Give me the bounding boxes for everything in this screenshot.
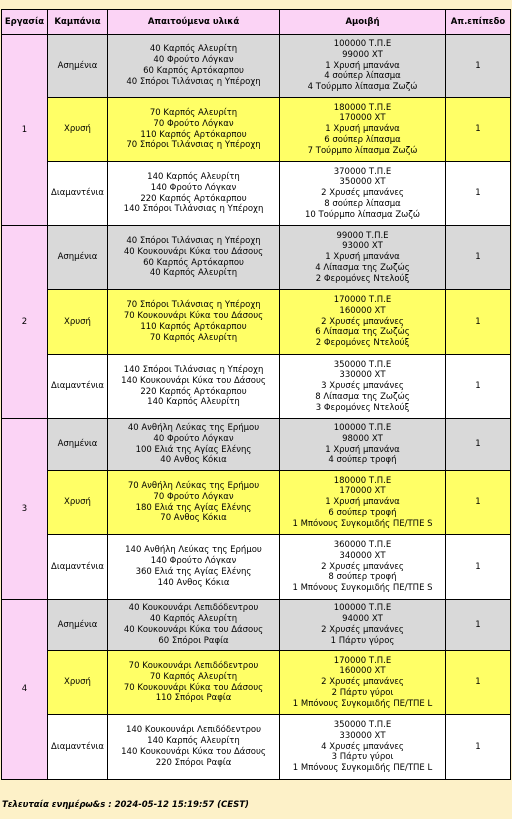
table-row xyxy=(2,419,511,471)
materials-line: 140 Κουκουνάρι Κύκα του Δάσους xyxy=(121,747,266,757)
reward-line: 6 σούπερ τροφή xyxy=(328,507,397,518)
materials-line: 140 Κουκουνάρι Κύκα του Δάσους xyxy=(121,375,266,386)
materials-line: 220 Καρπός Αρτόκαρπου xyxy=(140,386,247,397)
materials-line: 60 Καρπός Αρτόκαρπου xyxy=(143,257,244,268)
reward-line: 180000 Τ.Π.Ε xyxy=(333,102,392,113)
materials-line: 140 Ανθος Κόκια xyxy=(157,577,230,588)
last-updated-footer: Τελευταία ενημέρω&s : 2024-05-12 15:19:57 (CEST) xyxy=(2,800,249,810)
materials-line: 40 Φρούτο Λόγκαν xyxy=(153,433,234,444)
reward-cell xyxy=(280,35,446,98)
materials-line: 70 Κουκουνάρι Λεπιδόδεντρου xyxy=(128,660,259,671)
campaign-cell: Ασημένια xyxy=(48,419,108,471)
campaign-cell: Διαμαντένια xyxy=(48,162,108,226)
reward-cell xyxy=(280,715,446,780)
reward-line: 160000 ΧΤ xyxy=(339,666,386,677)
materials-line: 40 Κουκουνάρι Κύκα του Δάσους xyxy=(123,246,264,257)
materials-line: 40 Κουκουνάρι Κύκα του Δάσους xyxy=(123,625,264,635)
reward-line: 1 Χρυσή μπανάνα xyxy=(325,60,400,71)
materials-line: 140 Κουκουνάρι Λεπιδόδεντρου xyxy=(125,725,262,736)
reward-line: 2 Χρυσές μπανάνες xyxy=(321,677,404,688)
reward-cell xyxy=(280,471,446,535)
reward-line: 7 Τούρμπο λίπασμα Ζωζώ xyxy=(307,145,418,156)
reward-line: 170000 ΧΤ xyxy=(339,486,386,497)
materials-line: 180 Ελιά της Αγίας Ελένης xyxy=(135,502,252,513)
required-level-cell: 1 xyxy=(446,35,511,98)
reward-line: 170000 Τ.Π.Ε xyxy=(333,295,392,305)
table-row xyxy=(2,226,511,290)
reward-line: 330000 ΧΤ xyxy=(339,370,386,381)
materials-line: 40 Ανθος Κόκια xyxy=(160,455,227,466)
reward-line: 180000 Τ.Π.Ε xyxy=(333,475,392,486)
reward-line: 1 Μπόνους Συγκομιδής ΠΕ/ΤΠΕ L xyxy=(292,698,433,709)
required-level-cell: 1 xyxy=(446,162,511,226)
materials-line: 140 Φρούτο Λόγκαν xyxy=(150,182,237,193)
materials-line: 70 Κουκουνάρι Κύκα του Δάσους xyxy=(123,682,264,693)
reward-line: 6 Λίπασμα της Ζωζώς xyxy=(315,327,410,338)
reward-line: 340000 ΧΤ xyxy=(339,550,386,561)
required-level-cell: 1 xyxy=(446,290,511,355)
materials-cell xyxy=(108,290,280,355)
materials-line: 70 Ανθος Κόκια xyxy=(160,513,227,524)
table-row xyxy=(2,162,511,226)
required-level-cell: 1 xyxy=(446,535,511,600)
table-row xyxy=(2,290,511,355)
header-level: Απ.επίπεδο xyxy=(446,10,511,35)
reward-line: 2 Χρυσές μπανάνες xyxy=(321,561,404,572)
required-level-cell: 1 xyxy=(446,98,511,162)
task-number-cell: 2 xyxy=(2,226,48,419)
materials-cell xyxy=(108,162,280,226)
reward-line: 170000 Τ.Π.Ε xyxy=(333,655,392,666)
materials-line: 40 Κουκουνάρι Λεπιδόδεντρου xyxy=(128,603,259,614)
reward-line: 100000 Τ.Π.Ε xyxy=(333,39,392,49)
reward-line: 2 Φερομόνες Ντελούξ xyxy=(315,338,410,349)
reward-line: 93000 ΧΤ xyxy=(342,241,383,252)
table-body xyxy=(2,35,511,780)
campaign-cell: Ασημένια xyxy=(48,600,108,651)
required-level-cell: 1 xyxy=(446,419,511,471)
materials-cell xyxy=(108,471,280,535)
reward-line: 2 Χρυσές μπανάνες xyxy=(321,625,404,635)
materials-line: 220 Καρπός Αρτόκαρπου xyxy=(140,193,247,204)
table-row xyxy=(2,98,511,162)
reward-line: 160000 ΧΤ xyxy=(339,305,386,316)
materials-line: 70 Φρούτο Λόγκαν xyxy=(153,491,234,502)
header-row xyxy=(2,10,511,35)
header-task: Εργασία xyxy=(2,10,48,35)
materials-line: 140 Ανθήλη Λεύκας της Ερήμου xyxy=(125,545,262,556)
table-row xyxy=(2,651,511,715)
campaign-cell: Χρυσή xyxy=(48,98,108,162)
reward-line: 8 σούπερ τροφή xyxy=(328,572,397,583)
materials-line: 70 Κουκουνάρι Κύκα του Δάσους xyxy=(123,311,264,322)
table-row xyxy=(2,535,511,600)
reward-cell xyxy=(280,535,446,600)
materials-line: 40 Σπόροι Τιλάνσιας η Υπέροχη xyxy=(126,235,261,246)
reward-line: 94000 ΧΤ xyxy=(342,614,383,625)
table-row xyxy=(2,715,511,780)
reward-line: 3 Χρυσές μπανάνες xyxy=(321,381,404,392)
required-level-cell: 1 xyxy=(446,226,511,290)
materials-cell xyxy=(108,535,280,600)
materials-line: 140 Φρούτο Λόγκαν xyxy=(150,556,237,567)
header-campaign: Καμπάνια xyxy=(48,10,108,35)
materials-line: 40 Καρπός Αλευρίτη xyxy=(149,268,238,279)
materials-line: 40 Φρούτο Λόγκαν xyxy=(153,55,234,66)
task-number-cell: 1 xyxy=(2,35,48,226)
reward-line: 8 σούπερ λίπασμα xyxy=(324,198,401,209)
header-reward: Αμοιβή xyxy=(280,10,446,35)
campaign-cell: Διαμαντένια xyxy=(48,535,108,600)
materials-line: 100 Ελιά της Αγίας Ελένης xyxy=(135,444,252,455)
materials-line: 140 Καρπός Αλευρίτη xyxy=(147,171,240,182)
reward-line: 100000 Τ.Π.Ε xyxy=(333,603,392,614)
reward-line: 8 Λίπασμα της Ζωζώς xyxy=(315,391,410,402)
reward-line: 6 σούπερ λίπασμα xyxy=(324,134,401,145)
reward-line: 3 Φερομόνες Ντελούξ xyxy=(315,402,410,413)
materials-line: 360 Ελιά της Αγίας Ελένης xyxy=(135,567,252,577)
reward-line: 4 σούπερ λίπασμα xyxy=(324,71,401,82)
required-level-cell: 1 xyxy=(446,355,511,419)
materials-line: 70 Καρπός Αλευρίτη xyxy=(149,332,238,343)
reward-line: 1 Πάρτυ γύρος xyxy=(330,635,395,646)
materials-line: 70 Σπόροι Τιλάνσιας η Υπέροχη xyxy=(126,300,261,311)
materials-line: 140 Καρπός Αλευρίτη xyxy=(147,736,240,747)
materials-line: 40 Ανθήλη Λεύκας της Ερήμου xyxy=(127,422,260,433)
campaign-cell: Χρυσή xyxy=(48,651,108,715)
materials-line: 60 Καρπός Αρτόκαρπου xyxy=(143,66,244,76)
materials-line: 70 Φρούτο Λόγκαν xyxy=(153,118,234,129)
materials-line: 110 Καρπός Αρτόκαρπου xyxy=(140,322,247,332)
materials-line: 70 Ανθήλη Λεύκας της Ερήμου xyxy=(127,480,260,491)
required-level-cell: 1 xyxy=(446,651,511,715)
reward-cell xyxy=(280,651,446,715)
reward-cell xyxy=(280,600,446,651)
required-level-cell: 1 xyxy=(446,600,511,651)
reward-cell xyxy=(280,98,446,162)
campaign-cell: Χρυσή xyxy=(48,290,108,355)
required-level-cell: 1 xyxy=(446,715,511,780)
materials-line: 40 Καρπός Αλευρίτη xyxy=(149,614,238,625)
reward-line: 1 Μπόνους Συγκομιδής ΠΕ/ΤΠΕ S xyxy=(292,518,433,529)
reward-line: 170000 ΧΤ xyxy=(339,113,386,124)
materials-cell xyxy=(108,419,280,471)
materials-cell xyxy=(108,600,280,651)
campaign-cell: Ασημένια xyxy=(48,226,108,290)
materials-line: 140 Καρπός Αλευρίτη xyxy=(147,397,240,408)
reward-line: 100000 Τ.Π.Ε xyxy=(333,422,392,433)
materials-cell xyxy=(108,651,280,715)
reward-line: 99000 ΧΤ xyxy=(342,49,383,60)
materials-line: 40 Σπόροι Τιλάνσιας η Υπέροχη xyxy=(126,76,261,87)
reward-cell xyxy=(280,355,446,419)
reward-line: 1 Χρυσή μπανάνα xyxy=(325,252,400,263)
materials-cell xyxy=(108,355,280,419)
reward-line: 10 Τούρμπο λίπασμα Ζωζώ xyxy=(304,209,421,220)
required-level-cell: 1 xyxy=(446,471,511,535)
materials-line: 70 Καρπός Αλευρίτη xyxy=(149,107,238,118)
materials-cell xyxy=(108,98,280,162)
header-materials: Απαιτούμενα υλικά xyxy=(108,10,280,35)
reward-line: 1 Μπόνους Συγκομιδής ΠΕ/ΤΠΕ L xyxy=(292,763,433,774)
reward-line: 99000 Τ.Π.Ε xyxy=(336,230,389,241)
reward-line: 4 Χρυσές μπανάνες xyxy=(321,741,404,752)
reward-line: 4 σούπερ τροφή xyxy=(328,455,397,466)
materials-line: 220 Σπόροι Ραφία xyxy=(155,757,232,768)
campaign-cell: Χρυσή xyxy=(48,471,108,535)
reward-line: 1 Χρυσή μπανάνα xyxy=(325,497,400,508)
materials-cell xyxy=(108,715,280,780)
reward-cell xyxy=(280,162,446,226)
campaign-rewards-table xyxy=(1,9,511,780)
reward-line: 1 Χρυσή μπανάνα xyxy=(325,124,400,135)
reward-cell xyxy=(280,226,446,290)
reward-line: 370000 Τ.Π.Ε xyxy=(333,166,392,177)
reward-line: 3 Πάρτυ γύροι xyxy=(331,752,394,763)
task-number-cell: 4 xyxy=(2,600,48,780)
reward-line: 350000 Τ.Π.Ε xyxy=(333,359,392,370)
reward-line: 2 Φερομόνες Ντελούξ xyxy=(315,273,410,284)
materials-line: 110 Σπόροι Ραφία xyxy=(155,693,232,704)
materials-line: 40 Καρπός Αλευρίτη xyxy=(149,44,238,55)
campaign-cell: Διαμαντένια xyxy=(48,715,108,780)
materials-cell xyxy=(108,226,280,290)
reward-line: 1 Μπόνους Συγκομιδής ΠΕ/ΤΠΕ S xyxy=(292,583,433,594)
reward-line: 360000 Τ.Π.Ε xyxy=(333,540,392,550)
reward-cell xyxy=(280,290,446,355)
reward-line: 2 Χρυσές μπανάνες xyxy=(321,316,404,327)
reward-line: 4 Λίπασμα της Ζωζώς xyxy=(315,262,410,273)
materials-line: 70 Καρπός Αλευρίτη xyxy=(149,671,238,682)
reward-line: 350000 Τ.Π.Ε xyxy=(333,720,392,730)
materials-line: 60 Σπόροι Ραφία xyxy=(158,635,229,646)
campaign-cell: Ασημένια xyxy=(48,35,108,98)
reward-line: 1 Χρυσή μπανάνα xyxy=(325,444,400,455)
reward-line: 2 Πάρτυ γύροι xyxy=(331,687,394,698)
task-number-cell: 3 xyxy=(2,419,48,600)
table-row xyxy=(2,35,511,98)
campaign-cell: Διαμαντένια xyxy=(48,355,108,419)
reward-line: 350000 ΧΤ xyxy=(339,177,386,188)
table-row xyxy=(2,471,511,535)
reward-line: 2 Χρυσές μπανάνες xyxy=(321,188,404,199)
materials-line: 140 Σπόροι Τιλάνσιας η Υπέροχη xyxy=(123,204,264,215)
reward-line: 330000 ΧΤ xyxy=(339,730,386,741)
reward-line: 4 Τούρμπο λίπασμα Ζωζώ xyxy=(307,82,418,93)
materials-line: 70 Σπόροι Τιλάνσιας η Υπέροχη xyxy=(126,140,261,151)
reward-line: 98000 ΧΤ xyxy=(342,433,383,444)
materials-line: 140 Σπόροι Τιλάνσιας η Υπέροχη xyxy=(123,364,264,375)
table-row xyxy=(2,355,511,419)
table-row xyxy=(2,600,511,651)
materials-cell xyxy=(108,35,280,98)
reward-cell xyxy=(280,419,446,471)
materials-line: 110 Καρπός Αρτόκαρπου xyxy=(140,129,247,140)
